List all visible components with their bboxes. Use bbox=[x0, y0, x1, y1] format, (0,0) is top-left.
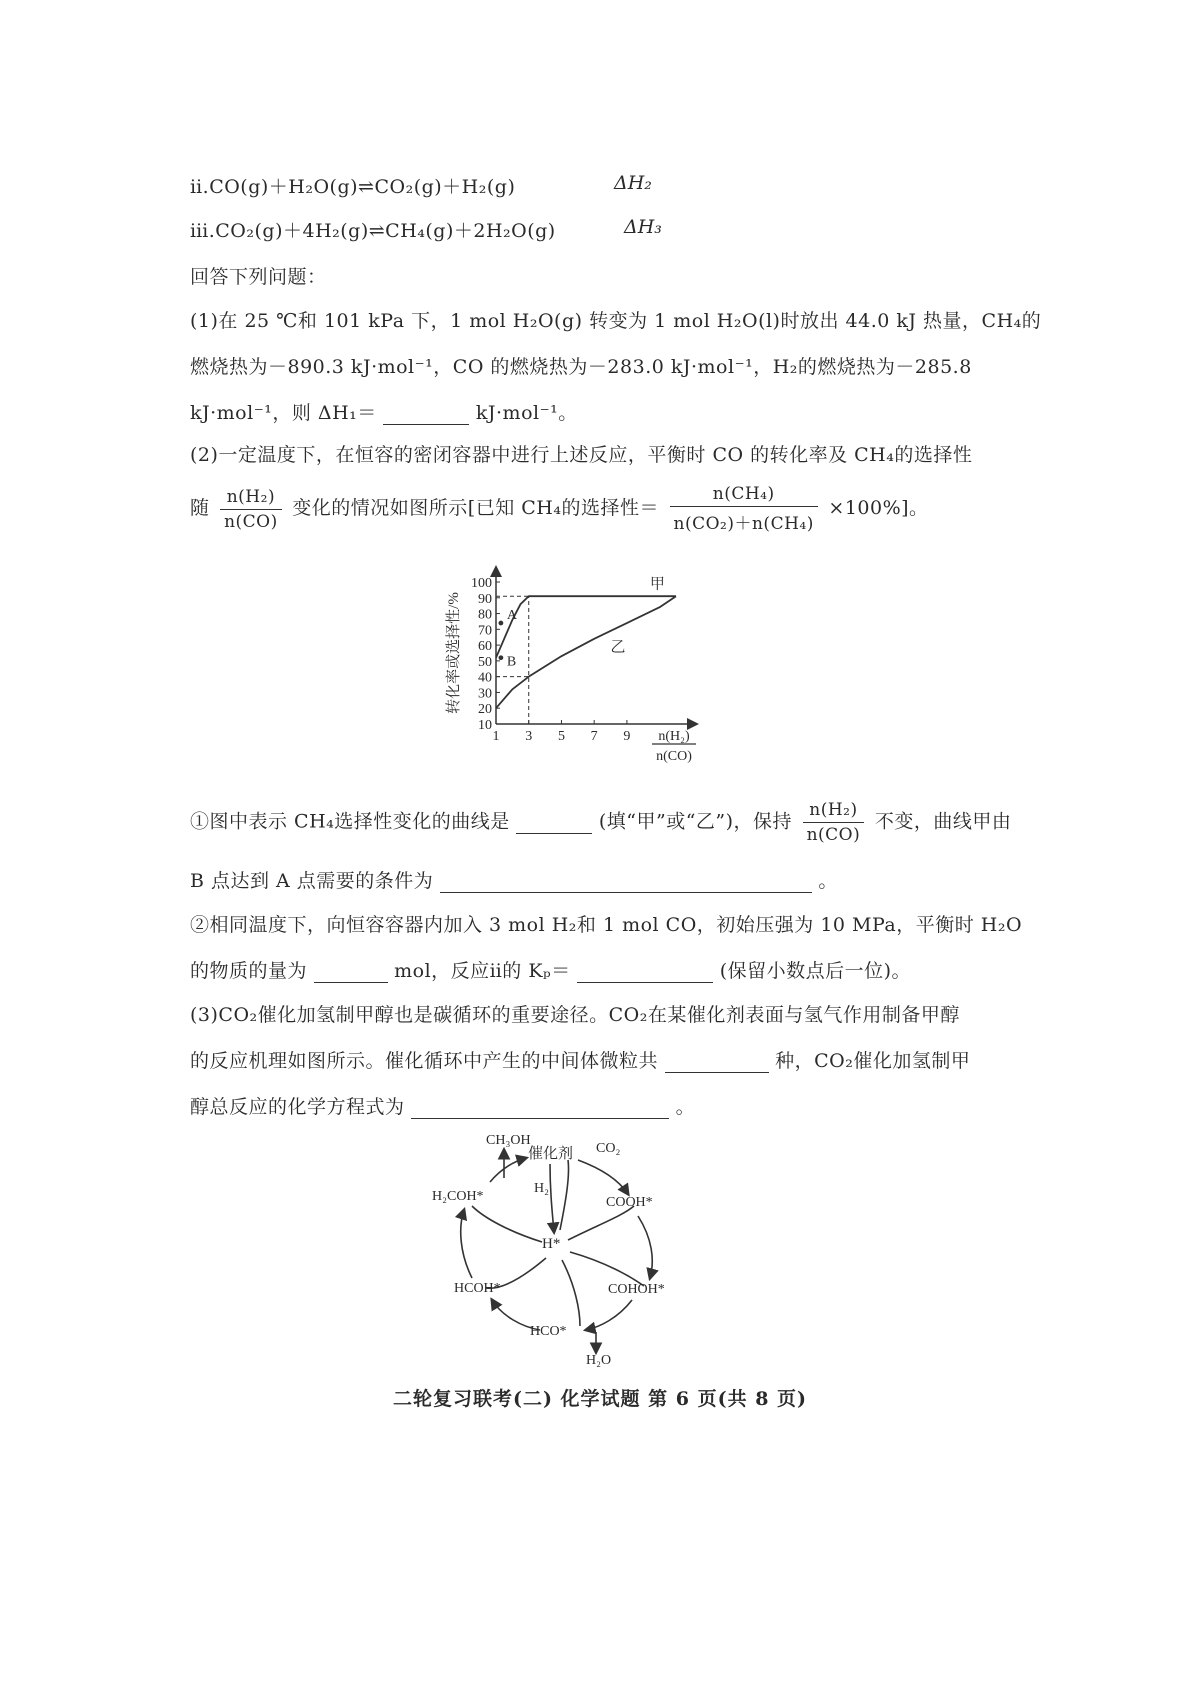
cycle-arc-cohoh-to-hco bbox=[586, 1300, 632, 1330]
selectivity-numerator: n(CH₄) bbox=[670, 484, 818, 507]
q1-line3-text: kJ·mol⁻¹，则 ΔH₁＝ bbox=[190, 402, 377, 424]
selectivity-fraction bbox=[670, 484, 818, 534]
answer-prompt: 回答下列问题： bbox=[190, 266, 327, 288]
x-tick-label: 3 bbox=[525, 729, 533, 744]
answer-blank-kp[interactable] bbox=[577, 960, 713, 983]
h2o-label: H₂O bbox=[586, 1353, 612, 1368]
h2-label: H₂ bbox=[534, 1181, 549, 1196]
y-tick-label: 10 bbox=[478, 718, 492, 733]
cycle-arc-h2coh-to-catalyst bbox=[490, 1158, 526, 1182]
sub2-line2 bbox=[190, 956, 911, 983]
h2coh-label: H₂COH* bbox=[432, 1189, 484, 1204]
q3-line2-end: 种，CO₂催化加氢制甲 bbox=[775, 1050, 971, 1072]
reaction-iii: ⅲ.CO₂(g)＋4H₂(g)⇌CH₄(g)＋2H₂O(g) bbox=[190, 220, 556, 242]
spoke-to-catalyst bbox=[560, 1160, 569, 1230]
sub2-line2-start: 的物质的量为 bbox=[190, 960, 308, 982]
q3-line2 bbox=[190, 1046, 970, 1073]
q3-line3-end: 。 bbox=[675, 1096, 696, 1118]
series-yi-line bbox=[496, 596, 676, 708]
y-tick-label: 70 bbox=[478, 623, 492, 639]
x-tick-label: 9 bbox=[623, 729, 631, 744]
sub1-line1-end: 不变，曲线甲由 bbox=[874, 810, 1012, 833]
cycle-arc-cooh-to-cohoh bbox=[638, 1216, 652, 1278]
sub1-line2-end: 。 bbox=[818, 870, 838, 892]
cycle-arc-catalyst-to-cooh bbox=[578, 1160, 628, 1194]
sub1-line1-middle: (填“甲”或“乙”)，保持 bbox=[598, 810, 793, 833]
cohoh-label: COHOH* bbox=[608, 1282, 665, 1297]
q2-line2-end: ×100%]。 bbox=[828, 497, 929, 519]
point-b-label: B bbox=[506, 654, 517, 670]
answer-blank-intermediates[interactable] bbox=[665, 1050, 769, 1073]
sub1-ratio-numerator: n(H₂) bbox=[803, 800, 865, 823]
q1-line3 bbox=[190, 398, 578, 425]
cooh-label: COOH* bbox=[606, 1195, 653, 1210]
x-tick-label: 5 bbox=[557, 729, 565, 744]
y-axis-title: 转化率或选择性/% bbox=[446, 592, 462, 714]
hco-label: HCO* bbox=[530, 1324, 567, 1339]
reaction-ii: ⅱ.CO(g)＋H₂O(g)⇌CO₂(g)＋H₂(g) bbox=[190, 176, 516, 198]
sub2-line2-end: (保留小数点后一位)。 bbox=[719, 960, 912, 982]
q1-line3-unit: kJ·mol⁻¹。 bbox=[475, 402, 578, 424]
point-a-label: A bbox=[506, 608, 518, 624]
h2-arrow bbox=[550, 1164, 554, 1232]
series-jia-label: 甲 bbox=[649, 576, 665, 593]
y-tick-label: 30 bbox=[478, 686, 492, 702]
y-tick-label: 90 bbox=[478, 591, 492, 607]
y-tick-label: 100 bbox=[471, 576, 492, 591]
spoke-to-cohoh bbox=[570, 1252, 644, 1286]
answer-blank-condition[interactable] bbox=[440, 870, 812, 893]
q2-line2 bbox=[190, 484, 929, 534]
q2-line2-middle: 变化的情况如图所示[已知 CH₄的选择性＝ bbox=[292, 497, 659, 519]
x-axis-title-denominator: n(CO) bbox=[656, 749, 692, 764]
q2-line2-start: 随 bbox=[190, 497, 210, 519]
conversion-selectivity-chart bbox=[430, 558, 760, 780]
ratio-numerator: n(H₂) bbox=[220, 487, 282, 510]
ch3oh-label: CH₃OH bbox=[486, 1133, 531, 1148]
reaction-mechanism-diagram bbox=[400, 1120, 720, 1370]
q2-line1: (2)一定温度下，在恒容的密闭容器中进行上述反应，平衡时 CO 的转化率及 CH₄的选择性 bbox=[190, 444, 973, 466]
reaction-iii-enthalpy: ΔH₃ bbox=[624, 216, 662, 238]
sub1-line1-start: ①图中表示 CH₄选择性变化的曲线是 bbox=[190, 810, 510, 833]
cycle-arc-hcoh-to-h2coh bbox=[461, 1210, 472, 1278]
series-yi-label: 乙 bbox=[610, 639, 626, 656]
sub1-ratio-fraction bbox=[803, 800, 865, 845]
spoke-to-hco bbox=[562, 1260, 580, 1326]
answer-blank-dh1[interactable] bbox=[383, 402, 469, 425]
sub2-line1: ②相同温度下，向恒容容器内加入 3 mol H₂和 1 mol CO，初始压强为 10 MPa，平衡时 H₂O bbox=[190, 914, 1023, 936]
h-star-label: H* bbox=[542, 1236, 561, 1252]
y-tick-label: 40 bbox=[478, 670, 492, 686]
answer-blank-h2o[interactable] bbox=[314, 960, 388, 983]
ratio-denominator: n(CO) bbox=[224, 511, 278, 532]
point-a bbox=[499, 621, 504, 626]
y-tick-label: 20 bbox=[478, 702, 492, 718]
selectivity-denominator: n(CO₂)＋n(CH₄) bbox=[673, 514, 814, 534]
ratio-fraction bbox=[220, 487, 282, 532]
point-b bbox=[499, 655, 504, 660]
series-jia-line bbox=[496, 596, 676, 658]
sub1-line1 bbox=[190, 800, 1011, 845]
q1-line2: 燃烧热为－890.3 kJ·mol⁻¹，CO 的燃烧热为－283.0 kJ·mol⁻¹，H₂的燃烧热为－285.8 bbox=[190, 356, 972, 378]
answer-blank-curve[interactable] bbox=[516, 811, 592, 834]
q3-line2-start: 的反应机理如图所示。催化循环中产生的中间体微粒共 bbox=[190, 1050, 659, 1072]
q3-line1: (3)CO₂催化加氢制甲醇也是碳循环的重要途径。CO₂在某催化剂表面与氢气作用制备甲醇 bbox=[190, 1004, 960, 1026]
sub1-line2-text: B 点达到 A 点需要的条件为 bbox=[190, 870, 434, 892]
q3-line3-text: 醇总反应的化学方程式为 bbox=[190, 1096, 405, 1118]
co2-label: CO₂ bbox=[596, 1141, 621, 1156]
answer-blank-equation[interactable] bbox=[411, 1096, 669, 1119]
sub1-ratio-denominator: n(CO) bbox=[806, 825, 861, 845]
q1-line1: (1)在 25 ℃和 101 kPa 下，1 mol H₂O(g) 转变为 1 mol H₂O(l)时放出 44.0 kJ 热量，CH₄的 bbox=[190, 310, 1042, 332]
spoke-to-cooh bbox=[568, 1206, 634, 1240]
sub1-line2 bbox=[190, 866, 838, 893]
y-tick-label: 50 bbox=[478, 654, 492, 670]
catalyst-label: 催化剂 bbox=[528, 1146, 574, 1162]
x-tick-label: 1 bbox=[492, 729, 500, 744]
q3-line3 bbox=[190, 1092, 695, 1119]
x-tick-label: 7 bbox=[590, 729, 598, 744]
y-tick-label: 80 bbox=[478, 607, 492, 623]
page-footer: 二轮复习联考(二) 化学试题 第 6 页(共 8 页) bbox=[392, 1388, 808, 1410]
y-tick-label: 60 bbox=[478, 639, 492, 655]
reaction-ii-enthalpy: ΔH₂ bbox=[614, 172, 652, 194]
sub2-line2-middle: mol，反应ⅱ的 Kₚ＝ bbox=[394, 960, 571, 982]
hcoh-label: HCOH* bbox=[454, 1281, 501, 1296]
spoke-to-h2coh bbox=[472, 1206, 542, 1242]
x-axis-title-numerator: n(H₂) bbox=[658, 729, 690, 744]
